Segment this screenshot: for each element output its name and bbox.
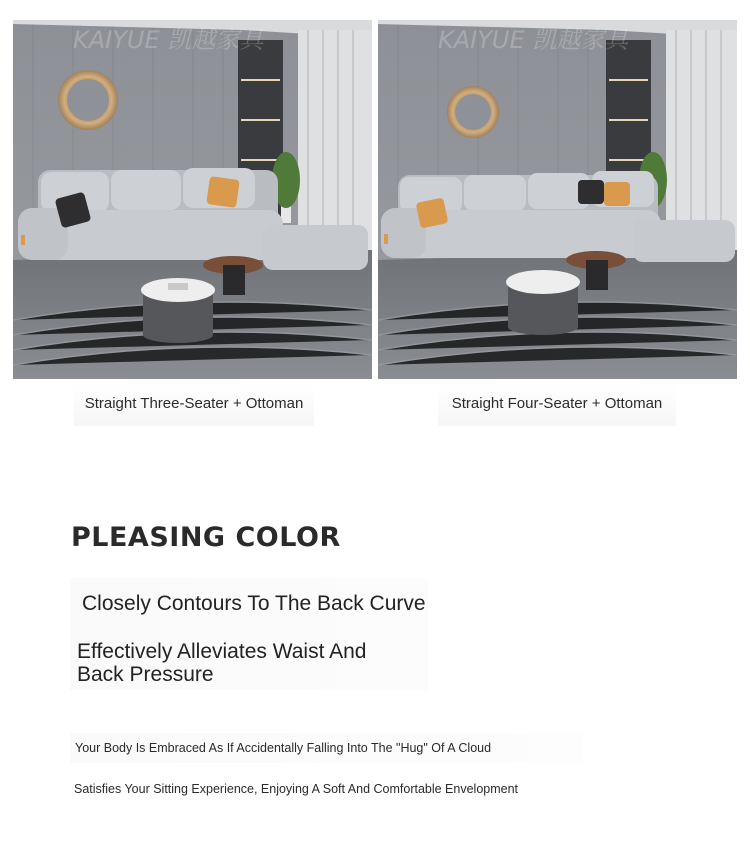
- ottoman: [633, 220, 735, 262]
- description-comfort: Satisfies Your Sitting Experience, Enjoying A Soft And Comfortable Envelopment: [74, 782, 519, 796]
- product-photo-three-seater: [13, 20, 372, 379]
- caption-three-seater: Straight Three-Seater + Ottoman: [74, 384, 314, 426]
- sofa-four-seater: [381, 171, 661, 258]
- ottoman: [263, 225, 368, 270]
- product-photo-four-seater: [378, 20, 737, 379]
- description-cloud: Your Body Is Embraced As If Accidentally Falling Into The "Hug" Of A Cloud: [75, 741, 492, 755]
- feature-contours: Closely Contours To The Back Curve: [82, 592, 426, 615]
- feature-pressure: Effectively Alleviates Waist And Back Pressure: [77, 640, 367, 686]
- watermark: KAIYUE 凯越家具: [73, 26, 264, 54]
- sofa-three-seater: [18, 168, 283, 260]
- caption-four-seater: Straight Four-Seater + Ottoman: [438, 384, 676, 426]
- section-title: PLEASING COLOR: [71, 522, 341, 553]
- watermark: KAIYUE 凯越家具: [438, 26, 629, 54]
